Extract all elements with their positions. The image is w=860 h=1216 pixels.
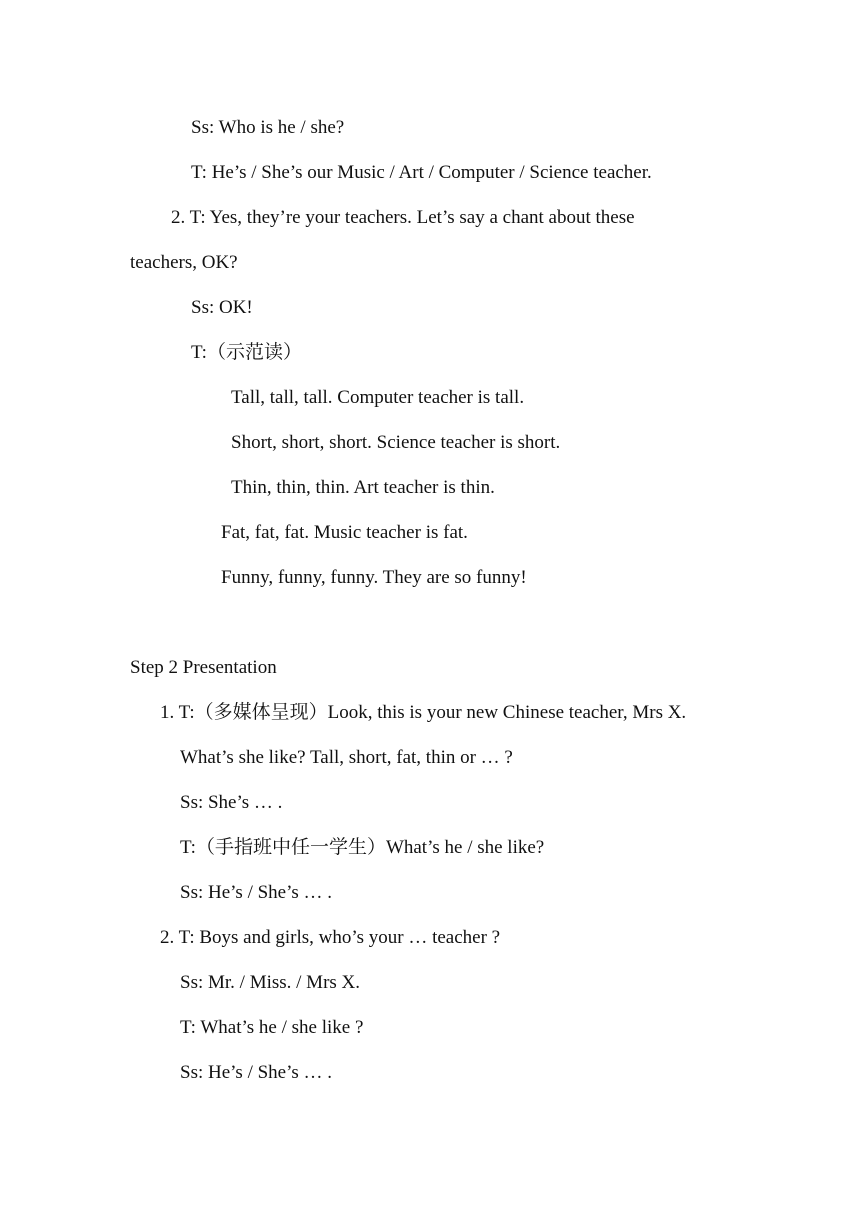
dialogue-line: T: He’s / She’s our Music / Art / Computer / Science teacher. [191,162,652,183]
dialogue-line: T:（手指班中任一学生）What’s he / she like? [180,837,545,858]
chant-line: Tall, tall, tall. Computer teacher is tall. [231,387,525,408]
numbered-step: 2. T: Yes, they’re your teachers. Let’s say a chant about these [171,207,635,228]
dialogue-line: Ss: He’s / She’s … . [180,882,333,903]
numbered-step: 2. T: Boys and girls, who’s your … teacher ? [160,927,501,948]
dialogue-line: Ss: Mr. / Miss. / Mrs X. [180,972,361,993]
dialogue-line: T:（示范读） [191,342,302,363]
chant-line: Thin, thin, thin. Art teacher is thin. [231,477,495,498]
paragraph-continuation: teachers, OK? [130,252,238,273]
chant-line: Fat, fat, fat. Music teacher is fat. [221,522,468,543]
section-heading: Step 2 Presentation [130,657,277,678]
numbered-step: 1. T:（多媒体呈现）Look, this is your new Chinese teacher, Mrs X. [160,702,687,723]
chant-line: Short, short, short. Science teacher is short. [231,432,561,453]
dialogue-line: Ss: OK! [191,297,253,318]
dialogue-line: What’s she like? Tall, short, fat, thin or … ? [180,747,513,768]
dialogue-line: Ss: He’s / She’s … . [180,1062,333,1083]
dialogue-line: Ss: She’s … . [180,792,283,813]
chant-line: Funny, funny, funny. They are so funny! [221,567,527,588]
dialogue-line: Ss: Who is he / she? [191,117,345,138]
dialogue-line: T: What’s he / she like ? [180,1017,364,1038]
